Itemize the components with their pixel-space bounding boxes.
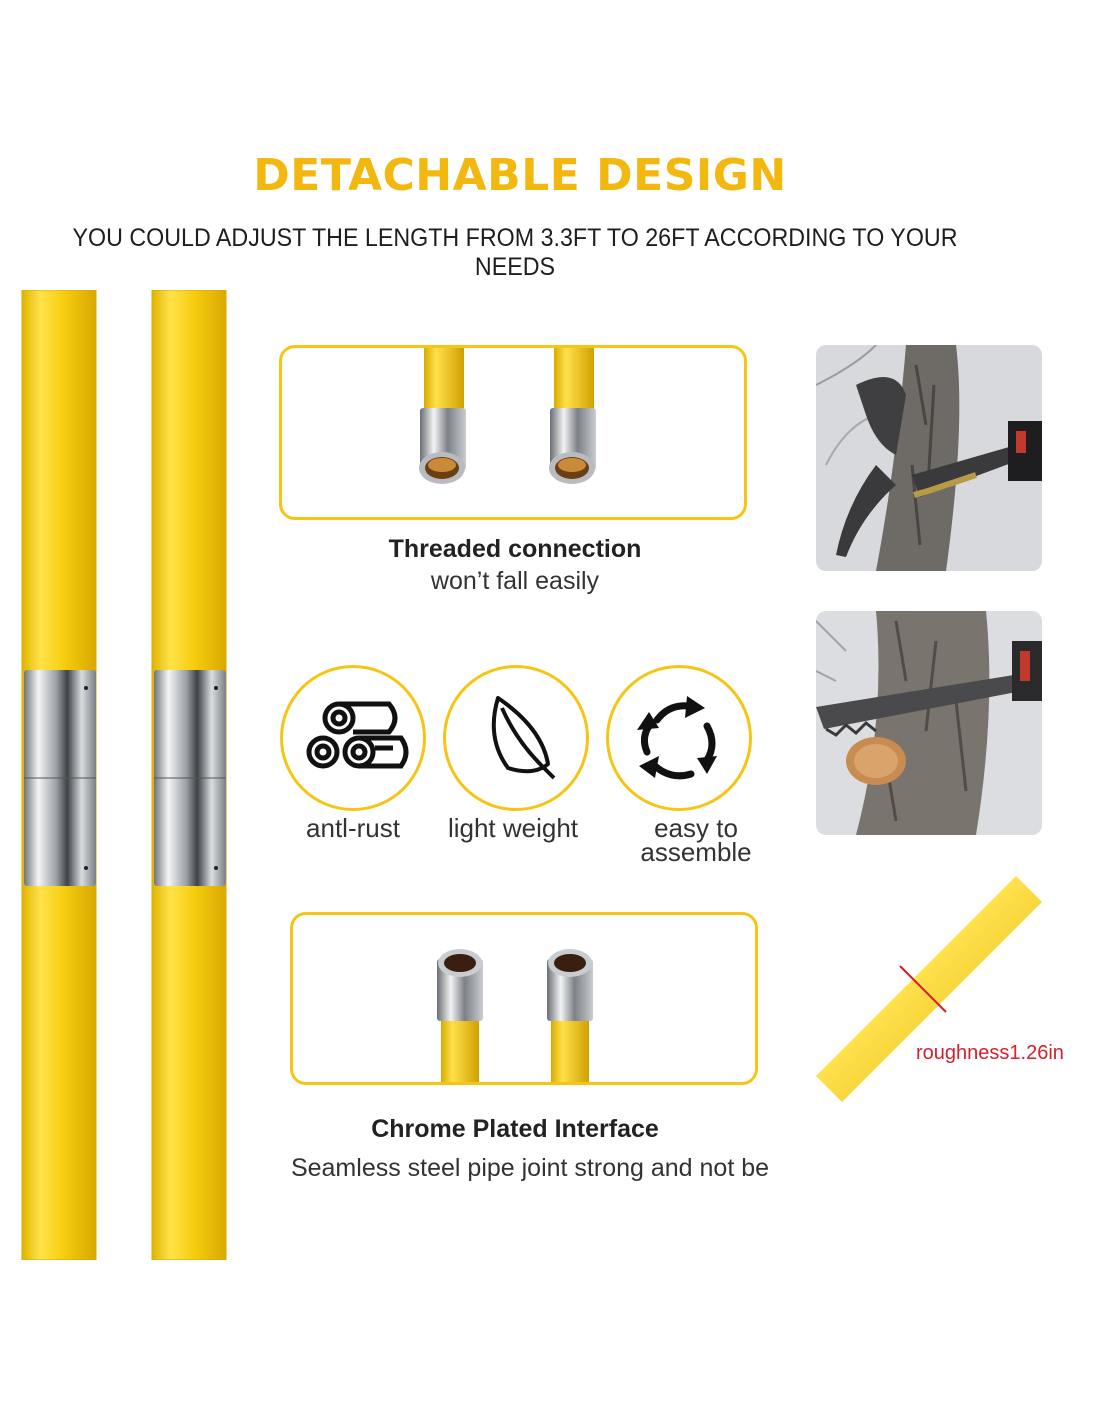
leaf-icon	[446, 668, 586, 808]
chrome-interface-panel	[290, 912, 758, 1085]
page-subtitle: YOU COULD ADJUST THE LENGTH FROM 3.3FT TO 26FT ACCORDING TO YOUR NEEDS	[72, 224, 958, 281]
saw-cutting-photo	[816, 611, 1042, 835]
chrome-interface-heading: Chrome Plated Interface	[371, 1115, 659, 1143]
pole-diameter-label: roughness1.26in	[916, 1042, 1064, 1064]
chrome-interface-subheading: Seamless steel pipe joint strong and not be	[290, 1154, 770, 1182]
pole-diameter-image	[816, 876, 1042, 1104]
chrome-pole-ends-image	[293, 915, 755, 1082]
feature-easy-assemble-label: easy to assemble	[640, 813, 752, 867]
pole-right	[150, 290, 230, 1260]
logs-icon	[283, 668, 423, 808]
feature-anti-rust	[280, 665, 426, 811]
feature-light-weight-label: light weight	[447, 813, 579, 843]
pole-left	[20, 290, 100, 1260]
threaded-connection-subheading: won’t fall easily	[430, 567, 600, 595]
threaded-pole-ends-image	[282, 348, 744, 517]
saw-hook-photo	[816, 345, 1042, 571]
threaded-connection-panel	[279, 345, 747, 520]
threaded-connection-heading: Threaded connection	[388, 535, 642, 563]
cycle-arrows-icon	[609, 668, 749, 808]
feature-easy-assemble	[606, 665, 752, 811]
page-title: DETACHABLE DESIGN	[253, 150, 787, 201]
feature-anti-rust-label: antl-rust	[306, 813, 400, 843]
feature-light-weight	[443, 665, 589, 811]
